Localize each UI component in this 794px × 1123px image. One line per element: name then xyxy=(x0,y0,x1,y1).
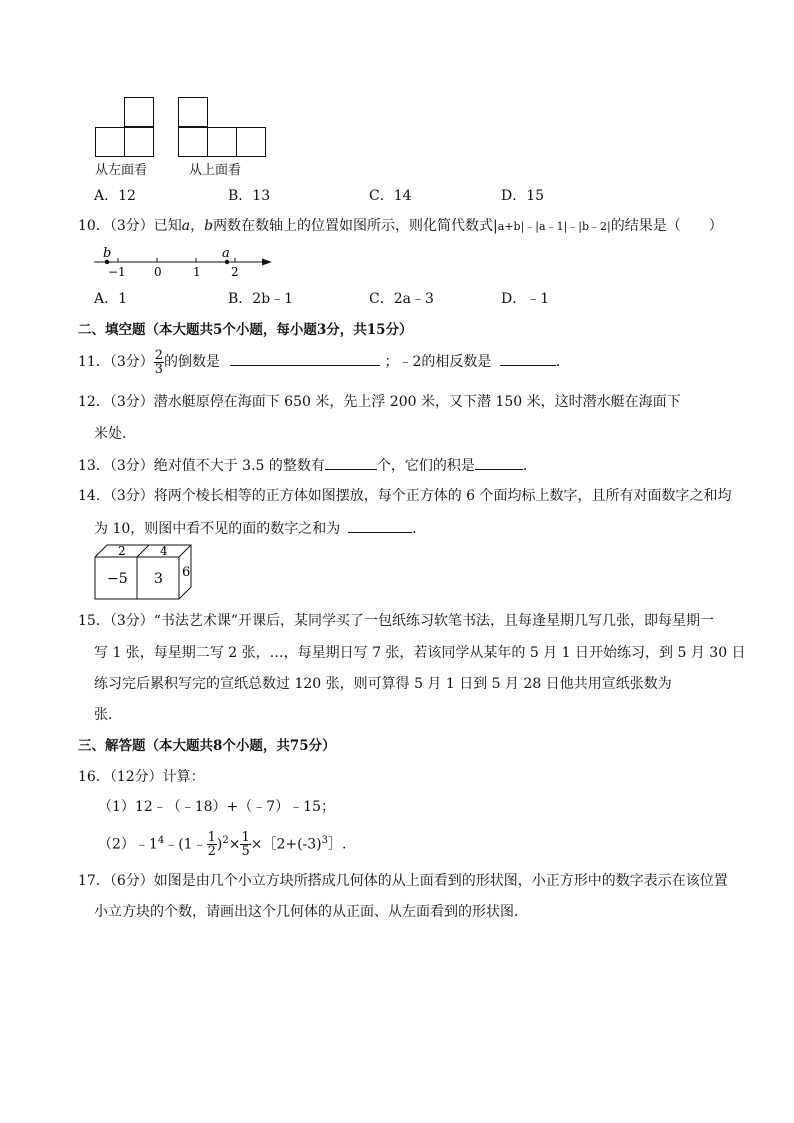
point-label-a: a xyxy=(222,246,230,261)
caption-left-view: 从左面看 xyxy=(95,163,148,178)
exponent: 4 xyxy=(157,835,165,846)
section-heading-solutions: 三、解答题（本大题共8个小题，共75分） xyxy=(78,738,336,754)
q10-option-d: D．﹣1 xyxy=(501,291,550,307)
q14-line2 xyxy=(94,518,426,539)
q10-var-a: a xyxy=(181,218,191,234)
fraction xyxy=(240,831,250,858)
answer-blank[interactable] xyxy=(475,455,523,470)
grid-cell xyxy=(207,127,237,157)
q10-text: 10．（3分）已知 xyxy=(78,218,182,234)
fraction-denominator: 2 xyxy=(207,844,216,860)
cube-figure xyxy=(90,540,200,604)
answer-blank[interactable] xyxy=(230,351,380,366)
q11-text: 的倒数是 xyxy=(164,354,221,370)
q14-line1: 14．（3分）将两个棱长相等的正方体如图摆放，每个正方体的 6 个面均标上数字，且所有对面数字之和均 xyxy=(78,488,732,504)
q11-prefix: 11．（3分） xyxy=(78,354,154,370)
fraction-numerator: 1 xyxy=(241,830,250,846)
tick-label: −1 xyxy=(108,265,126,278)
q11-text: ． xyxy=(555,354,570,370)
q11 xyxy=(78,348,570,376)
cube-front-right-number: 3 xyxy=(154,571,163,587)
grid-cell xyxy=(124,127,154,157)
q9-option-a: A．12 xyxy=(94,188,136,204)
q13-text: 个，它们的积是 xyxy=(376,458,475,474)
q10-option-a: A．1 xyxy=(94,291,128,307)
grid-cell xyxy=(236,127,266,157)
tick-label: 1 xyxy=(193,265,201,278)
fraction-numerator: 2 xyxy=(154,347,164,363)
q16-text: ﹣(1﹣ xyxy=(164,836,207,853)
q16-text: × xyxy=(228,836,241,853)
q10-var-b: b xyxy=(204,218,214,234)
q16-text: ×［2+(-3) xyxy=(250,836,322,853)
grid-cell xyxy=(124,97,154,127)
q10-text: ， xyxy=(190,218,205,234)
number-line xyxy=(90,244,280,278)
tick-label: 2 xyxy=(231,265,239,278)
exponent: 2 xyxy=(222,835,229,846)
q13 xyxy=(78,455,537,476)
answer-blank[interactable] xyxy=(500,351,556,366)
q10-option-c: C．2a﹣3 xyxy=(369,291,434,307)
q16-text: ］. xyxy=(328,836,347,853)
q10-text: 的结果是（ ） xyxy=(610,218,723,234)
fraction-denominator: 5 xyxy=(241,844,250,860)
answer-blank[interactable] xyxy=(348,518,412,533)
fraction-numerator: 1 xyxy=(207,830,216,846)
q9-option-c: C．14 xyxy=(369,188,412,204)
tick-label: 0 xyxy=(154,265,162,278)
q10-option-b: B．2b﹣1 xyxy=(228,291,294,307)
fraction xyxy=(154,349,164,376)
fraction xyxy=(207,831,217,858)
q9-option-b: B．13 xyxy=(228,188,271,204)
cube-top-left-number: 2 xyxy=(118,544,126,558)
point-label-b: b xyxy=(103,246,112,261)
q12-line2: 米处． xyxy=(94,426,136,442)
answer-blank[interactable] xyxy=(325,455,377,470)
q16-text: （2）﹣1 xyxy=(98,836,158,853)
cube-side-number: 6 xyxy=(182,565,191,580)
q17-line1: 17．（6分）如图是由几个小立方块所搭成几何体的从上面看到的形状图，小正方形中的数字表示在该位置 xyxy=(78,873,728,889)
cube-front-left-number: −5 xyxy=(107,571,128,587)
q10-expression: a+b|﹣|a﹣1|﹣|b﹣2| xyxy=(497,220,611,233)
q15-line4: 张． xyxy=(94,707,122,723)
q12-line1: 12．（3分）潜水艇原停在海面下 650 米，先上浮 200 米，又下潜 150 米，这时潜水艇在海面下 xyxy=(78,394,681,410)
grid-cell xyxy=(95,127,125,157)
q14-text: 为 10，则图中看不见的面的数字之和为 xyxy=(94,521,341,537)
q10-text: 两数在数轴上的位置如图所示，则化简代数式| xyxy=(213,218,498,234)
q16-text: ) xyxy=(216,836,223,853)
cube-top-right-number: 4 xyxy=(160,544,168,558)
q15-line1: 15．（3分）“书法艺术课”开课后，某同学买了一包纸练习软笔书法，且每逢星期几写几张，即每星期一 xyxy=(78,613,715,629)
q16-part2 xyxy=(98,826,346,860)
fraction-denominator: 3 xyxy=(154,361,164,377)
q13-text: ． xyxy=(522,458,537,474)
exponent: 3 xyxy=(321,835,329,846)
caption-top-view: 从上面看 xyxy=(189,163,242,178)
q17-line2: 小立方块的个数，请画出这个几何体的从正面、从左面看到的形状图． xyxy=(94,904,528,920)
q15-line2: 写 1 张，每星期二写 2 张，…，每星期日写 7 张，若该同学从某年的 5 月 1 日开始练习，到 5 月 30 日 xyxy=(94,645,746,661)
q16-part1: （1）12﹣（﹣18）+（﹣7）﹣15； xyxy=(98,799,335,815)
q14-text: ． xyxy=(412,521,427,537)
q10-stem xyxy=(78,216,723,237)
q15-line3: 练习完后累积写完的宣纸总数过 120 张，则可算得 5 月 1 日到 5 月 28 日他共用宣纸张数为 xyxy=(94,676,672,692)
grid-cell xyxy=(178,127,208,157)
q11-text: ；﹣2的相反数是 xyxy=(384,354,492,370)
section-heading-fill-in: 二、填空题（本大题共5个小题，每小题3分，共15分） xyxy=(78,322,413,338)
q9-option-d: D．15 xyxy=(501,188,545,204)
grid-cell xyxy=(178,97,208,127)
q13-text: 13．（3分）绝对值不大于 3.5 的整数有 xyxy=(78,458,325,474)
q16-stem: 16．（12分）计算： xyxy=(78,769,205,785)
